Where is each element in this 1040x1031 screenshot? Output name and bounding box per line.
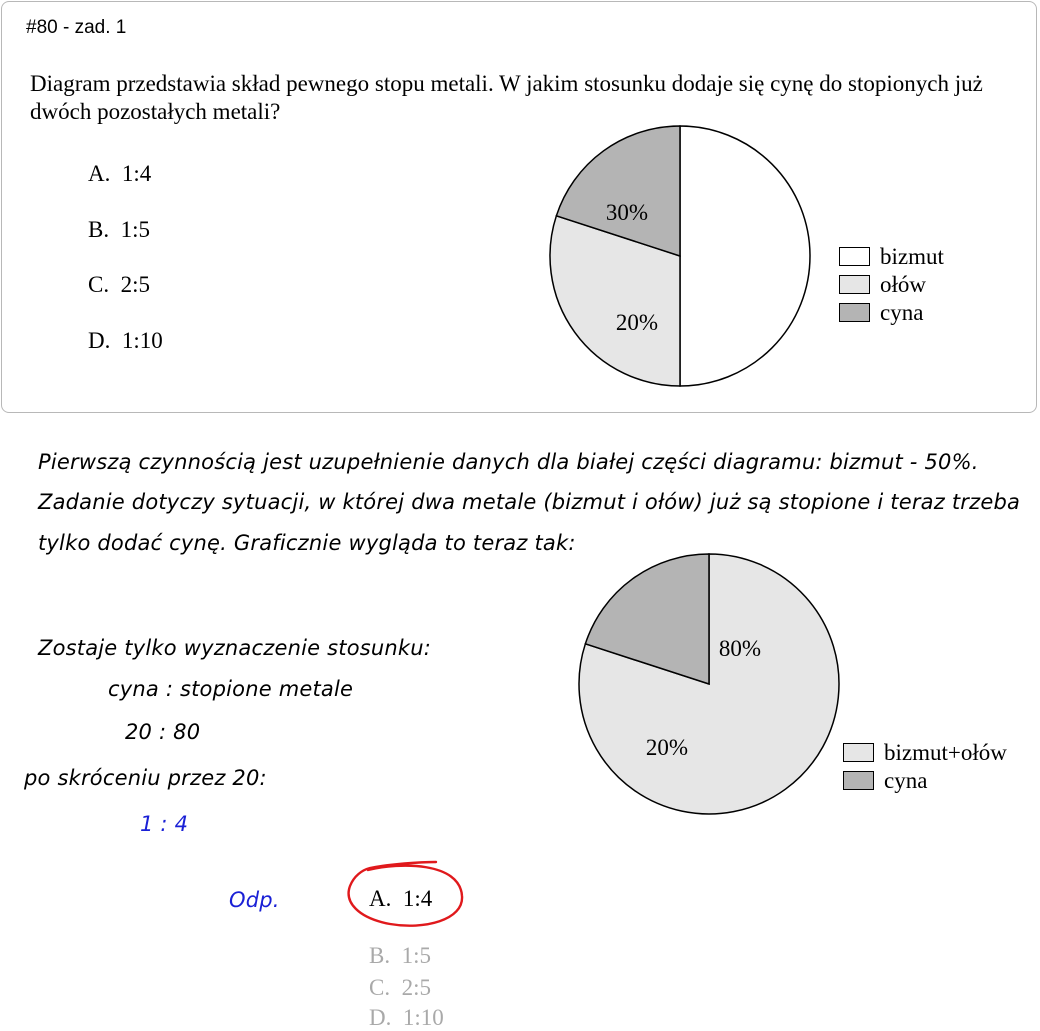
- legend-label: bizmut+ołów: [884, 740, 1007, 765]
- legend-item-bizmut-olow: [843, 740, 1007, 766]
- slice-label-cyna: 20%: [645, 735, 689, 760]
- faded-option-c: [369, 975, 431, 1001]
- option-letter: C.: [369, 975, 391, 1000]
- answer-prefix: Odp.: [229, 888, 280, 912]
- option-letter: C.: [88, 272, 110, 297]
- option-value: 1:5: [120, 217, 150, 242]
- option-a: [88, 161, 151, 187]
- option-value: 1:5: [401, 943, 431, 968]
- slice-label-bizmut-olow: 80%: [718, 636, 762, 661]
- slice-label-cyna: 20%: [615, 310, 659, 335]
- ratio-result: 1 : 4: [140, 812, 189, 836]
- solution-line-1: Pierwszą czynnością jest uzupełnienie danych dla białej części diagramu: bizmut - 50%.: [38, 450, 979, 474]
- option-letter: A.: [369, 886, 392, 911]
- ratio-label: cyna : stopione metale: [108, 677, 354, 701]
- option-value: 1:4: [121, 161, 152, 186]
- legend-swatch: [839, 275, 870, 294]
- pie-slice-bizmut: [680, 126, 810, 386]
- option-letter: D.: [369, 1005, 392, 1030]
- legend-item-olow: [839, 272, 926, 298]
- option-value: 1:4: [402, 886, 433, 911]
- question-text: Diagram przedstawia skład pewnego stopu metali. W jakim stosunku dodaje się cynę do stopionych już dwóch pozostałych metali?: [30, 71, 983, 124]
- legend-item-cyna: [839, 300, 923, 326]
- legend-item-bizmut: [839, 244, 944, 270]
- legend-item-cyna: [843, 768, 927, 794]
- solution-line-4: Zostaje tylko wyznaczenie stosunku:: [38, 636, 432, 660]
- legend-label: bizmut: [880, 244, 944, 269]
- option-letter: A.: [88, 161, 111, 186]
- faded-option-d: [369, 1005, 444, 1031]
- faded-option-b: [369, 943, 431, 969]
- legend-label: ołów: [880, 272, 926, 297]
- option-letter: B.: [369, 943, 391, 968]
- option-value: 1:10: [121, 328, 163, 353]
- option-letter: B.: [88, 217, 110, 242]
- task-id: #80 - zad. 1: [26, 17, 127, 38]
- option-d: [88, 328, 163, 354]
- option-b: [88, 217, 150, 243]
- solution-line-7: po skróceniu przez 20:: [24, 766, 267, 790]
- option-value: 2:5: [401, 975, 431, 1000]
- legend-label: cyna: [884, 768, 928, 793]
- legend-swatch: [843, 771, 874, 790]
- alloy-pie-chart: [540, 118, 820, 398]
- melted-pie-chart: [570, 546, 848, 824]
- slice-label-olow: 30%: [605, 200, 649, 225]
- option-value: 2:5: [120, 272, 150, 297]
- legend-swatch: [839, 247, 870, 266]
- solution-line-3: tylko dodać cynę. Graficznie wygląda to teraz tak:: [38, 531, 576, 555]
- option-letter: D.: [88, 328, 111, 353]
- solution-line-2: Zadanie dotyczy sytuacji, w której dwa metale (bizmut i ołów) już są stopione i teraz trzeba: [38, 490, 1021, 514]
- option-value: 1:10: [402, 1005, 444, 1030]
- option-c: [88, 272, 150, 298]
- legend-label: cyna: [880, 300, 924, 325]
- legend-swatch: [843, 743, 874, 762]
- ratio-values: 20 : 80: [125, 720, 201, 744]
- legend-swatch: [839, 303, 870, 322]
- answer-option-a: [369, 886, 432, 912]
